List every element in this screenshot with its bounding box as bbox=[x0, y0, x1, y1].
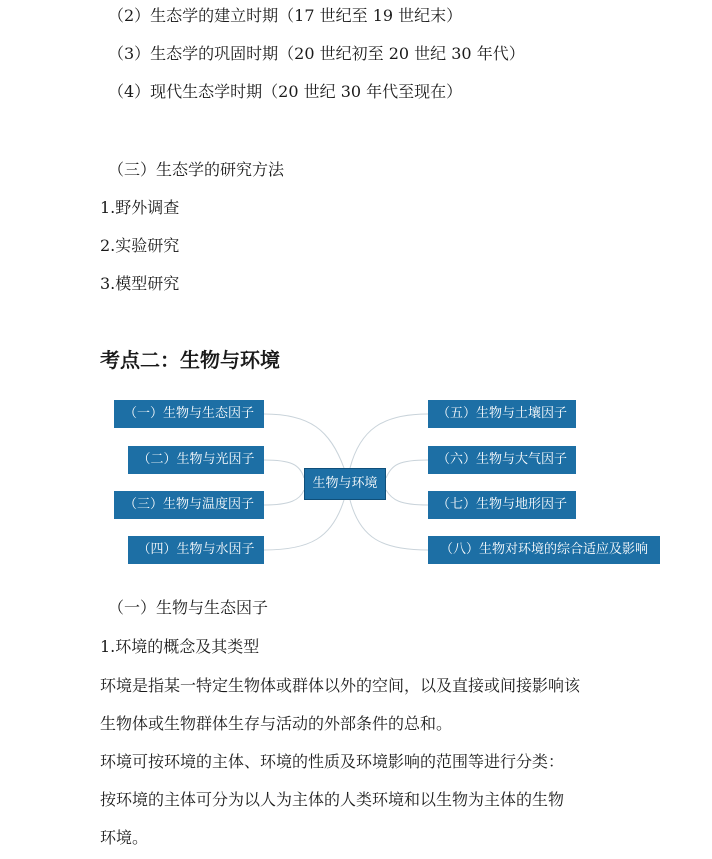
connector-right-4 bbox=[350, 500, 428, 550]
connector-left-4 bbox=[264, 500, 344, 550]
method-item-1: 1.野外调查 bbox=[100, 198, 180, 217]
period-line-3: （3）生态学的巩固时期（20 世纪初至 20 世纪 30 年代） bbox=[108, 44, 525, 63]
mindmap-node-7: （七）生物与地形因子 bbox=[428, 491, 576, 519]
mindmap-node-3: （三）生物与温度因子 bbox=[114, 491, 264, 519]
mindmap-node-6: （六）生物与大气因子 bbox=[428, 446, 576, 474]
period-line-4: （4）现代生态学时期（20 世纪 30 年代至现在） bbox=[108, 82, 463, 101]
mind-map bbox=[0, 390, 712, 580]
connector-left-2 bbox=[264, 460, 304, 478]
connector-left-3 bbox=[264, 490, 304, 505]
method-item-2: 2.实验研究 bbox=[100, 236, 180, 255]
body-paragraph-line-2: 生物体或生物群体生存与活动的外部条件的总和。 bbox=[100, 714, 453, 733]
mindmap-node-1: （一）生物与生态因子 bbox=[114, 400, 264, 428]
connector-right-3 bbox=[386, 490, 428, 505]
mindmap-node-8: （八）生物对环境的综合适应及影响 bbox=[428, 536, 660, 564]
mindmap-center-node: 生物与环境 bbox=[304, 468, 386, 500]
period-line-2: （2）生态学的建立时期（17 世纪至 19 世纪末） bbox=[108, 6, 463, 25]
method-item-3: 3.模型研究 bbox=[100, 274, 180, 293]
body-subtitle: （一）生物与生态因子 bbox=[108, 598, 269, 617]
body-paragraph-line-4: 按环境的主体可分为以人为主体的人类环境和以生物为主体的生物 bbox=[100, 790, 565, 809]
connector-left-1 bbox=[264, 414, 344, 468]
section-heading: 考点二：生物与环境 bbox=[100, 348, 280, 372]
body-point: 1.环境的概念及其类型 bbox=[100, 637, 260, 656]
mindmap-node-2: （二）生物与光因子 bbox=[128, 446, 264, 474]
body-paragraph-line-3: 环境可按环境的主体、环境的性质及环境影响的范围等进行分类： bbox=[100, 752, 565, 771]
mindmap-node-4: （四）生物与水因子 bbox=[128, 536, 264, 564]
connector-right-2 bbox=[386, 460, 428, 478]
methods-title: （三）生态学的研究方法 bbox=[108, 160, 285, 179]
body-paragraph-line-5: 环境。 bbox=[100, 828, 149, 847]
body-paragraph-line-1: 环境是指某一特定生物体或群体以外的空间，以及直接或间接影响该 bbox=[100, 676, 581, 695]
mindmap-node-5: （五）生物与土壤因子 bbox=[428, 400, 576, 428]
